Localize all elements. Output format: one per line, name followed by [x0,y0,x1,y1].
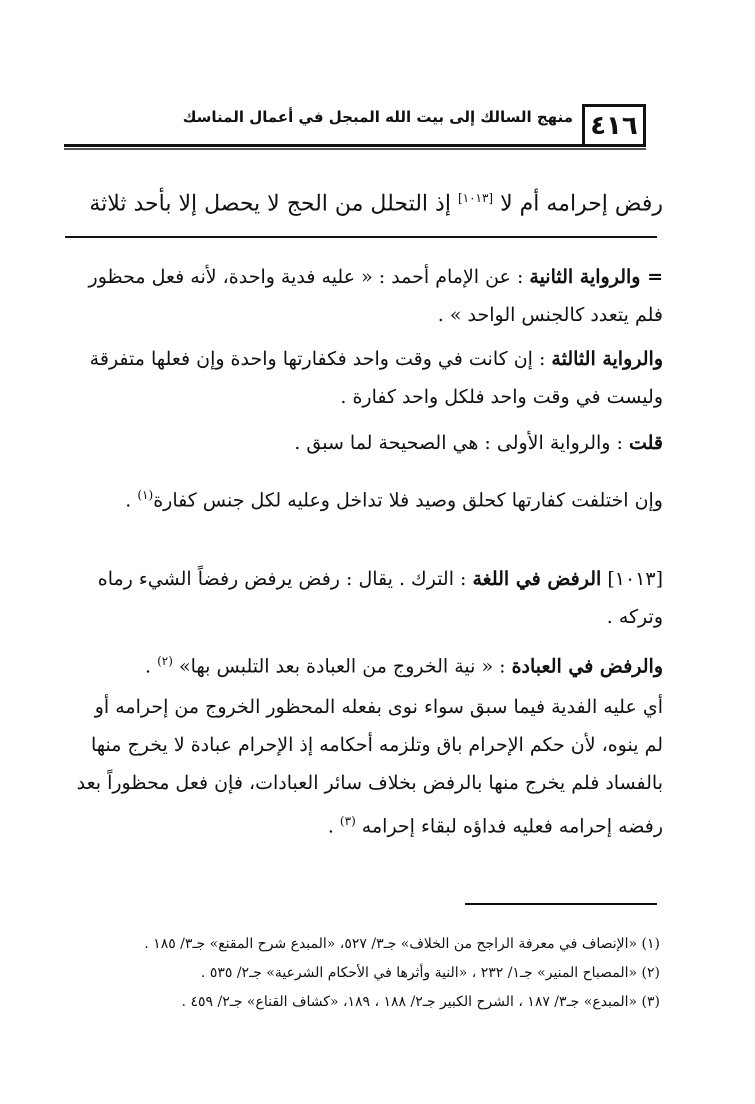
main-text-before: رفض إحرامه أم لا [500,191,663,217]
main-ref-marker: [١٠١٣] [457,191,494,205]
riwaya-3-label: والرواية الثالثة [551,348,663,370]
header-rule [64,144,646,147]
header-rule-secondary [64,148,646,150]
footnote-1: (١) «الإنصاف في معرفة الراجح من الخلاف» جـ٣/ ٥٢٧، «المبدع شرح المقنع» جـ٣/ ١٨٥ . [144,936,660,952]
rafd-lugha-label: الرفض في اللغة [472,568,602,590]
main-text-after: إذ التحلل من الحج لا يحصل إلا بأحد ثلاثة [89,191,451,217]
footnote-marker-3: (٣) [339,814,356,828]
paragraph-rafd-ibada [73,642,663,685]
riwaya-2-label: = والرواية الثانية [529,266,663,288]
page-number: ٤١٦ [582,104,646,144]
running-title: منهج السالك إلى بيت الله المبجل في أعمال المناسك [182,108,573,126]
rafd-lugha-text: : الترك . يقال : رفض يرفض رفضاً الشيء رماه وتركه . [97,568,663,628]
paragraph-fidya [73,688,663,845]
main-text-line [63,178,663,224]
riwaya-3-text: : إن كانت في وقت واحد فكفارتها واحدة وإن فعلها متفرقة وليست في وقت واحد فلكل واحد كفارة . [89,348,663,408]
rafd-ref-marker: [١٠١٣] [607,568,663,590]
fidya-end: . [327,815,334,838]
qultu-text: : والرواية الأولى : هي الصحيحة لما سبق . [294,432,623,454]
footnote-2: (٢) «المصباح المنير» جـ١/ ٢٣٢ ، «النية وأثرها في الأحكام الشرعية» جـ٢/ ٥٣٥ . [200,965,660,981]
paragraph-rafd-lugha [73,560,663,636]
footnotes [70,930,660,1017]
footnote-separator [465,903,657,905]
rafd-ibada-text: : « نية الخروج من العبادة بعد التلبس بها» [178,655,506,678]
qultu-label: قلت [628,432,663,454]
paragraph-qultu [73,424,663,462]
paragraph-riwaya-2 [73,258,663,334]
footnote-marker-2: (٢) [157,654,173,668]
paragraph-riwaya-3 [73,340,663,416]
rafd-ibada-label: والرفض في العبادة [511,655,663,678]
main-text-separator [65,236,657,238]
kaffara-end: . [125,489,132,512]
riwaya-2-text: : عن الإمام أحمد : « عليه فدية واحدة، لأنه فعل محظور فلم يتعدد كالجنس الواحد » . [88,266,663,326]
footnote-3: (٣) «المبدع» جـ٣/ ١٨٧ ، الشرح الكبير جـ٢/ ١٨٨ ، ١٨٩، «كشاف القناع» جـ٢/ ٤٥٩ . [181,994,660,1010]
rafd-ibada-end: . [145,655,152,678]
fidya-text: أي عليه الفدية فيما سبق سواء نوى بفعله المحظور الخروج من إحرامه أو لم ينوه، لأن حكم الإحرام باق وتلزمه أحكامه إذ الإحرام عبادة لا يخرج منها بالفساد فلم يخرج منها بالرفض بخلاف سائر العبادات، فإن فعل محظوراً بعد رفضه إحرامه فعليه فداؤه لبقاء إحرامه [76,696,663,838]
kaffara-text: وإن اختلفت كفارتها كحلق وصيد فلا تداخل وعليه لكل جنس كفارة [153,489,663,512]
paragraph-kaffara [73,476,663,519]
footnote-marker-1: (١) [137,488,154,502]
page-header [0,96,755,146]
